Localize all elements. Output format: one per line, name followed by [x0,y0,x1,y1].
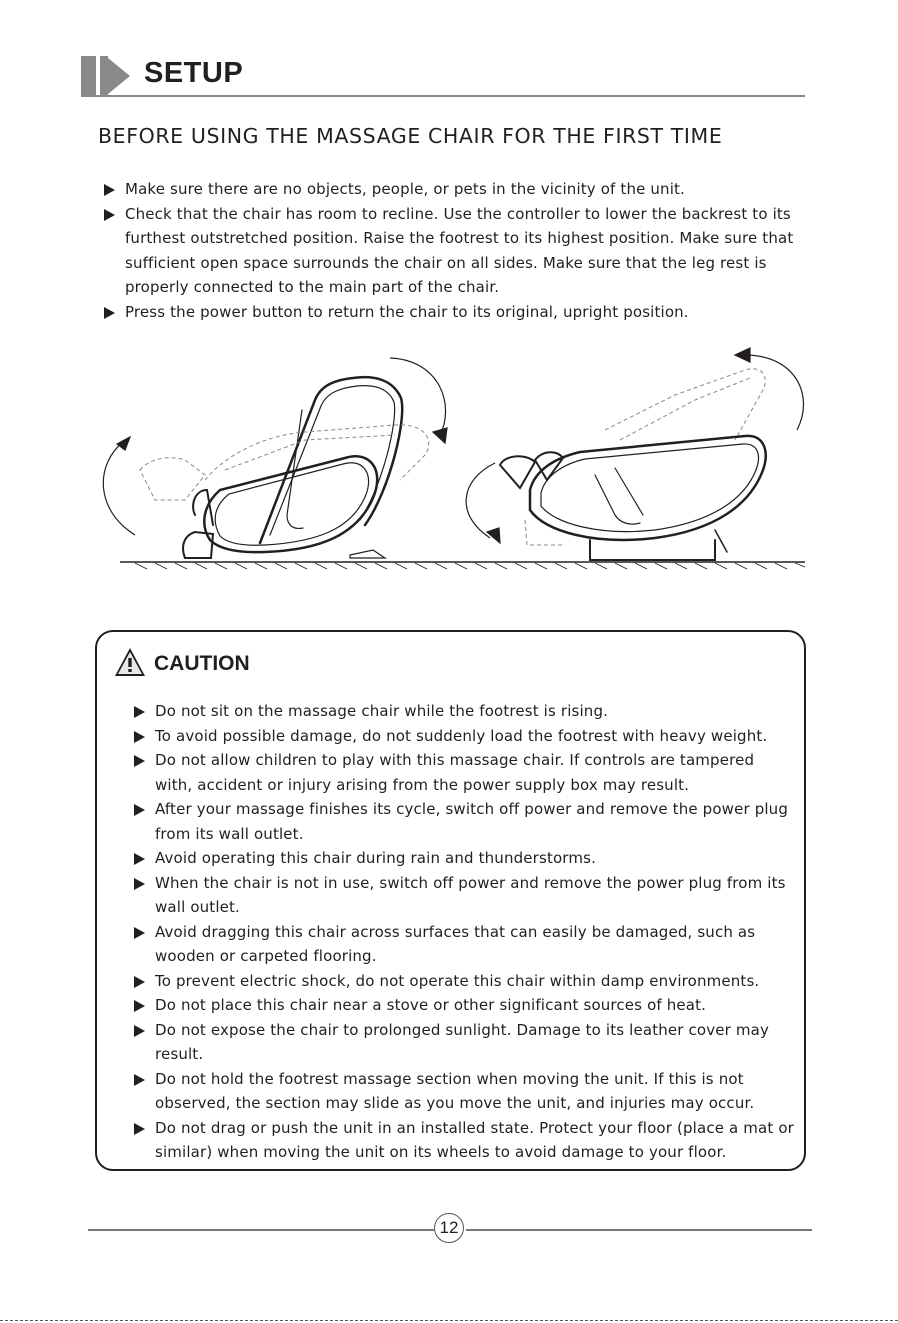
bullet-arrow-icon [134,853,145,865]
page-number: 12 [434,1213,464,1243]
list-item-text: Do not drag or push the unit in an installed state. Protect your floor (place a mat or similar) when moving the unit on its wheels to avoid damage to your floor. [155,1118,794,1161]
list-item [134,969,794,994]
list-item [134,846,794,871]
list-item [134,748,794,797]
bullet-arrow-icon [134,1025,145,1037]
list-item [134,1116,794,1165]
page-title: SETUP [144,57,244,89]
header-arrow-icon [108,58,130,94]
chair-upright [183,377,402,558]
list-item-text: Do not hold the footrest massage section when moving the unit. If this is not observed, the section may slide as you move the unit, and injuries may occur. [155,1069,755,1112]
list-item [134,699,794,724]
bullet-arrow-icon [104,184,115,196]
list-item [134,993,794,1018]
list-item [134,920,794,969]
bullet-arrow-icon [134,1123,145,1135]
list-item [104,177,804,202]
list-item [134,871,794,920]
caution-box [95,630,806,1171]
setup-steps-list [104,177,804,324]
bullet-arrow-icon [134,878,145,890]
chair-reclined [500,436,766,560]
bullet-arrow-icon [134,731,145,743]
bullet-arrow-icon [134,1000,145,1012]
footer-rule-left [88,1229,434,1231]
header-bar-decoration [81,56,96,96]
list-item-text: Do not sit on the massage chair while the footrest is rising. [155,702,609,720]
bullet-arrow-icon [134,804,145,816]
bullet-arrow-icon [134,976,145,988]
list-item-text: Do not expose the chair to prolonged sunlight. Damage to its leather cover may result. [155,1020,769,1063]
caution-list [134,699,794,1165]
floor [120,562,805,569]
chair-recline-illustration [95,340,815,580]
list-item-text: Press the power button to return the chair to its original, upright position. [125,302,689,321]
list-item-text: To prevent electric shock, do not operate this chair within damp environments. [155,971,760,990]
list-item-text: When the chair is not in use, switch off power and remove the power plug from its wall outlet. [155,873,786,916]
crop-line [0,1320,898,1321]
list-item-text: Avoid dragging this chair across surfaces that can easily be damaged, such as wooden or carpeted flooring. [155,922,756,965]
list-item [134,1018,794,1067]
list-item-text: To avoid possible damage, do not suddenly load the footrest with heavy weight. [155,726,768,745]
footer-rule-right [466,1229,812,1231]
list-item-text: Make sure there are no objects, people, or pets in the vicinity of the unit. [125,180,685,198]
list-item-text: After your massage finishes its cycle, switch off power and remove the power plug from its wall outlet. [155,800,789,843]
list-item [134,724,794,749]
list-item [104,202,804,300]
list-item-text: Avoid operating this chair during rain and thunderstorms. [155,849,597,867]
warning-triangle-icon [113,646,147,678]
section-heading: BEFORE USING THE MASSAGE CHAIR FOR THE FIRST TIME [98,124,723,148]
bullet-arrow-icon [134,927,145,939]
header-rule [81,95,805,97]
list-item [104,300,804,325]
list-item-text: Do not allow children to play with this massage chair. If controls are tampered with, accident or injury arising from the power supply box may result. [155,751,755,794]
caution-title: CAUTION [154,652,250,675]
bullet-arrow-icon [104,209,115,221]
list-item-text: Check that the chair has room to recline. Use the controller to lower the backrest to its furthest outstretched position. Raise the footrest to its highest position. Make sure that sufficient open space surrounds the chair on all sides. Make sure that the leg rest is properly connected to the main part of the chair. [125,204,794,296]
bullet-arrow-icon [134,1074,145,1086]
bullet-arrow-icon [134,755,145,767]
bullet-arrow-icon [134,706,145,718]
header-bar-decoration-2 [100,56,108,96]
bullet-arrow-icon [104,307,115,319]
rotation-arrows-left [103,358,447,535]
list-item [134,797,794,846]
list-item-text: Do not place this chair near a stove or other significant sources of heat. [155,996,707,1014]
list-item [134,1067,794,1116]
